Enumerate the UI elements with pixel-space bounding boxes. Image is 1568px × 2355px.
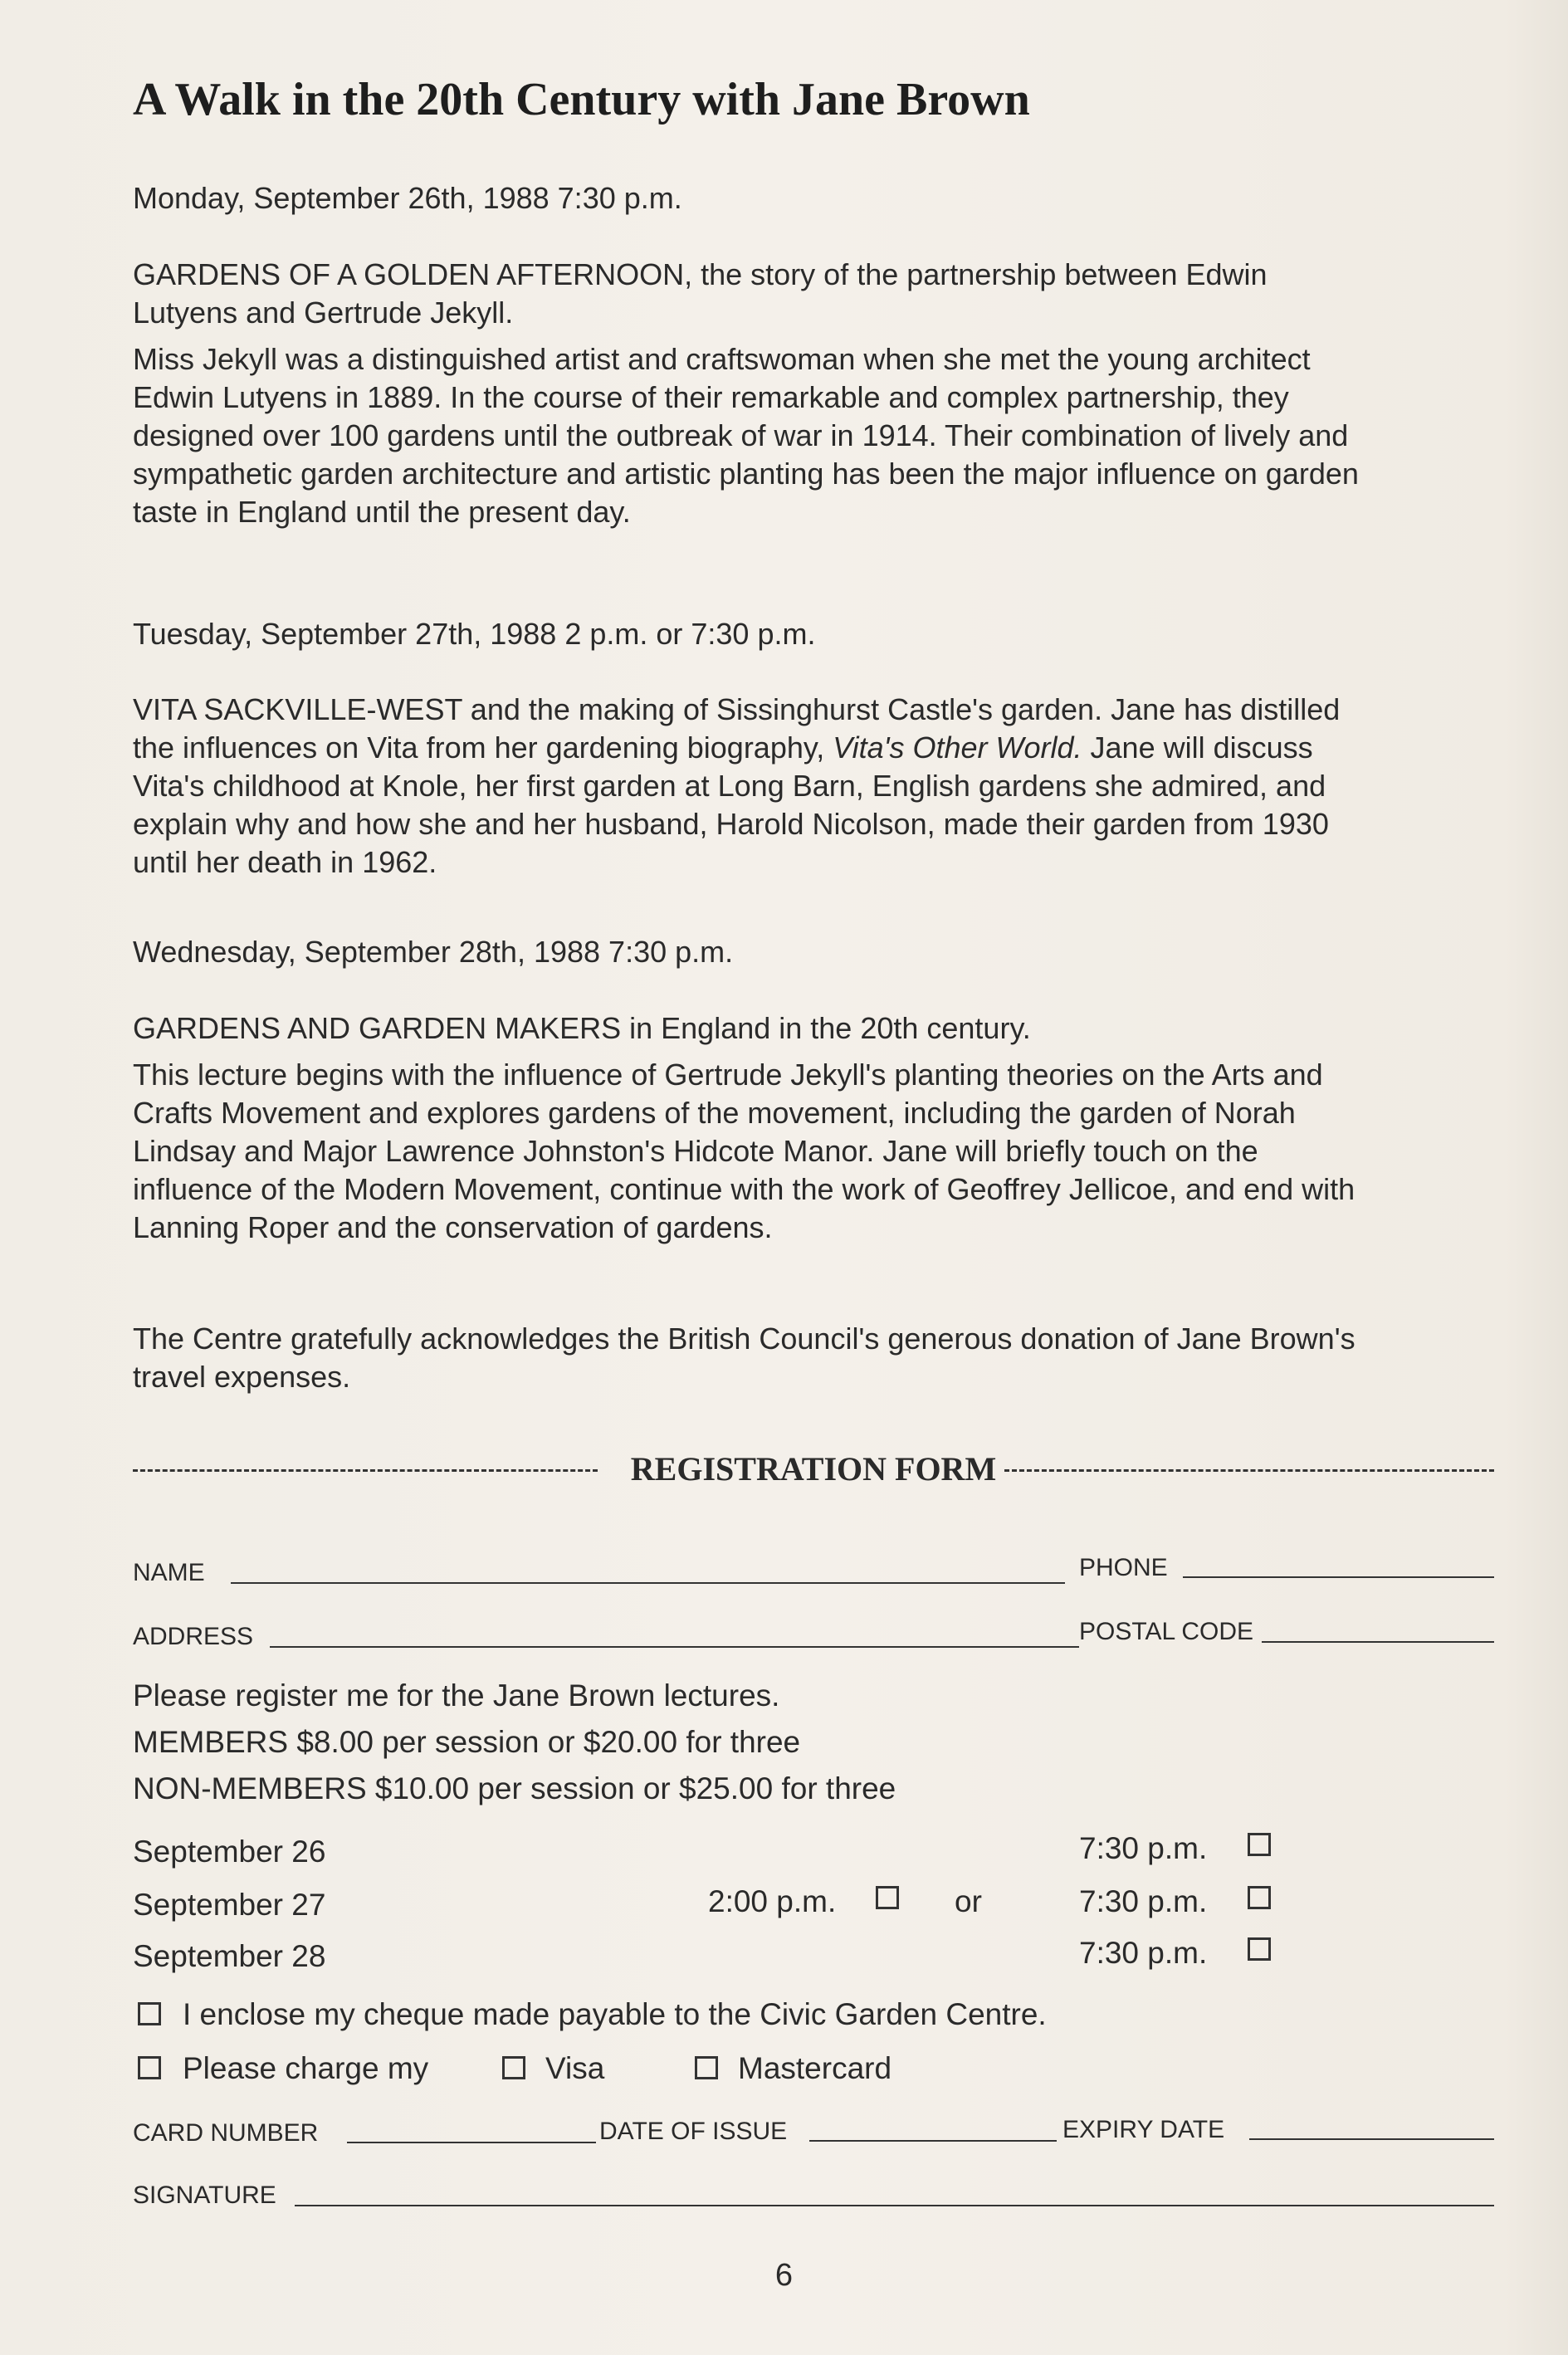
session-27-afternoon-checkbox[interactable]	[876, 1886, 899, 1909]
session-26-evening-time: 7:30 p.m.	[1079, 1831, 1208, 1865]
registration-title: REGISTRATION FORM	[630, 1450, 997, 1488]
visa-checkbox[interactable]	[502, 2056, 525, 2079]
session-27-evening-checkbox[interactable]	[1248, 1886, 1271, 1909]
session-27-afternoon-time: 2:00 p.m.	[708, 1884, 837, 1918]
acknowledgement: The Centre gratefully acknowledges the British Council's generous donation of Jane Brown's travel expenses.	[133, 1322, 1356, 1394]
session-28-evening-time: 7:30 p.m.	[1079, 1936, 1208, 1970]
name-field[interactable]	[231, 1582, 1065, 1584]
card-number-label: CARD NUMBER	[133, 2119, 319, 2147]
page-title: A Walk in the 20th Century with Jane Brown	[133, 74, 1030, 125]
session-date-27: September 27	[133, 1888, 326, 1922]
address-label: ADDRESS	[133, 1623, 254, 1650]
lecture-3-summary: GARDENS AND GARDEN MAKERS in England in the 20th century.	[133, 1011, 1031, 1045]
lecture-1-date: Monday, September 26th, 1988 7:30 p.m.	[133, 181, 682, 215]
session-date-28: September 28	[133, 1939, 326, 1973]
name-label: NAME	[133, 1559, 205, 1586]
session-27-evening-time: 7:30 p.m.	[1079, 1884, 1208, 1918]
lecture-1-summary: GARDENS OF A GOLDEN AFTERNOON, the story of the partnership between Edwin Lutyens and Gertrude Jekyll.	[133, 257, 1268, 330]
mastercard-checkbox[interactable]	[695, 2056, 718, 2079]
signature-field[interactable]	[295, 2205, 1494, 2206]
page-number: 6	[774, 2258, 794, 2293]
address-field[interactable]	[270, 1646, 1079, 1648]
registration-heading	[133, 1449, 1494, 1491]
date-of-issue-label: DATE OF ISSUE	[599, 2118, 788, 2145]
lecture-1-description: Miss Jekyll was a distinguished artist and craftswoman when she met the young architect Edwin Lutyens in 1889. In the course of their remarkable and complex partnership, they designed over 100 gardens until the outbreak of war in 1914. Their combination of lively and sympathetic garden architecture and artistic planting has been the major influence on garden taste in England until the present day.	[133, 342, 1359, 529]
date-of-issue-field[interactable]	[809, 2140, 1057, 2142]
mastercard-label: Mastercard	[738, 2051, 892, 2085]
lecture-3-date: Wednesday, September 28th, 1988 7:30 p.m.	[133, 935, 734, 969]
lecture-3-description: This lecture begins with the influence of Gertrude Jekyll's planting theories on the Arts and Crafts Movement and explores gardens of the movement, including the garden of Norah Lindsay and Major Lawrence Johnston's Hidcote Manor. Jane will briefly touch on the influence of the Modern Movement, continue with the work of Geoffrey Jellicoe, and end with Lanning Roper and the conservation of gardens.	[133, 1058, 1356, 1244]
charge-checkbox[interactable]	[138, 2056, 161, 2079]
signature-label: SIGNATURE	[133, 2182, 276, 2209]
card-number-field[interactable]	[347, 2142, 596, 2143]
charge-text: Please charge my	[183, 2051, 429, 2085]
register-text: Please register me for the Jane Brown lectures.	[133, 1678, 780, 1713]
expiry-date-field[interactable]	[1249, 2138, 1494, 2140]
lecture-2-date: Tuesday, September 27th, 1988 2 p.m. or 7:30 p.m.	[133, 617, 816, 651]
nonmembers-price: NON-MEMBERS $10.00 per session or $25.00 for three	[133, 1771, 896, 1805]
lecture-2-description: VITA SACKVILLE-WEST and the making of Sissinghurst Castle's garden. Jane has distilled the influences on Vita from her gardening biography, Vita's Other World. Jane will discuss Vita's childhood at Knole, her first garden at Long Barn, English gardens she admired, and explain why and how she and her husband, Harold Nicolson, made their garden from 1930 until her death in 1962.	[133, 692, 1341, 879]
or-text: or	[955, 1884, 982, 1918]
visa-label: Visa	[545, 2051, 605, 2085]
cheque-text: I enclose my cheque made payable to the Civic Garden Centre.	[183, 1997, 1047, 2031]
postal-code-field[interactable]	[1262, 1641, 1494, 1643]
session-date-26: September 26	[133, 1835, 326, 1869]
cheque-checkbox[interactable]	[138, 2002, 161, 2025]
phone-field[interactable]	[1183, 1576, 1494, 1578]
session-28-evening-checkbox[interactable]	[1248, 1937, 1271, 1961]
expiry-date-label: EXPIRY DATE	[1062, 2116, 1225, 2143]
divider-right	[1004, 1469, 1494, 1472]
session-26-evening-checkbox[interactable]	[1248, 1833, 1271, 1856]
book-title: Vita's Other World.	[833, 730, 1082, 765]
members-price: MEMBERS $8.00 per session or $20.00 for three	[133, 1725, 801, 1759]
postal-code-label: POSTAL CODE	[1079, 1618, 1254, 1645]
phone-label: PHONE	[1079, 1554, 1168, 1581]
